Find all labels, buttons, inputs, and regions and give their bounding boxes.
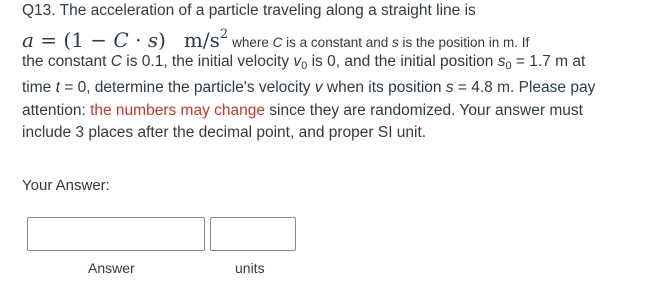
question-line-6: include 3 places after the decimal point, and proper SI unit. [22,124,427,141]
question-line-2 [22,24,647,51]
answer-input[interactable] [27,217,205,251]
answer-caption: Answer [88,260,135,276]
equation-description: where C is a constant and s is the position in m. If [232,34,530,50]
acceleration-equation: a = (1 − C · s) $m/s^2$ [22,26,229,52]
your-answer-label: Your Answer: [22,177,110,194]
units-caption: units [235,260,265,276]
randomized-warning: the numbers may change [90,101,265,119]
units-input[interactable] [210,217,296,251]
question-text [22,0,647,145]
question-line-4: time t = 0, determine the particle's velocity v when its position s = 4.8 m. Please pay [22,79,596,96]
question-line-1: Q13. The acceleration of a particle traveling along a straight line is [22,2,476,19]
question-line-5: attention: the numbers may change since they are randomized. Your answer must [22,101,583,119]
question-line-3: the constant C is 0.1, the initial velocity $v_0$ is 0, and the initial position $s_0 = 1.7$ m at [22,52,586,72]
